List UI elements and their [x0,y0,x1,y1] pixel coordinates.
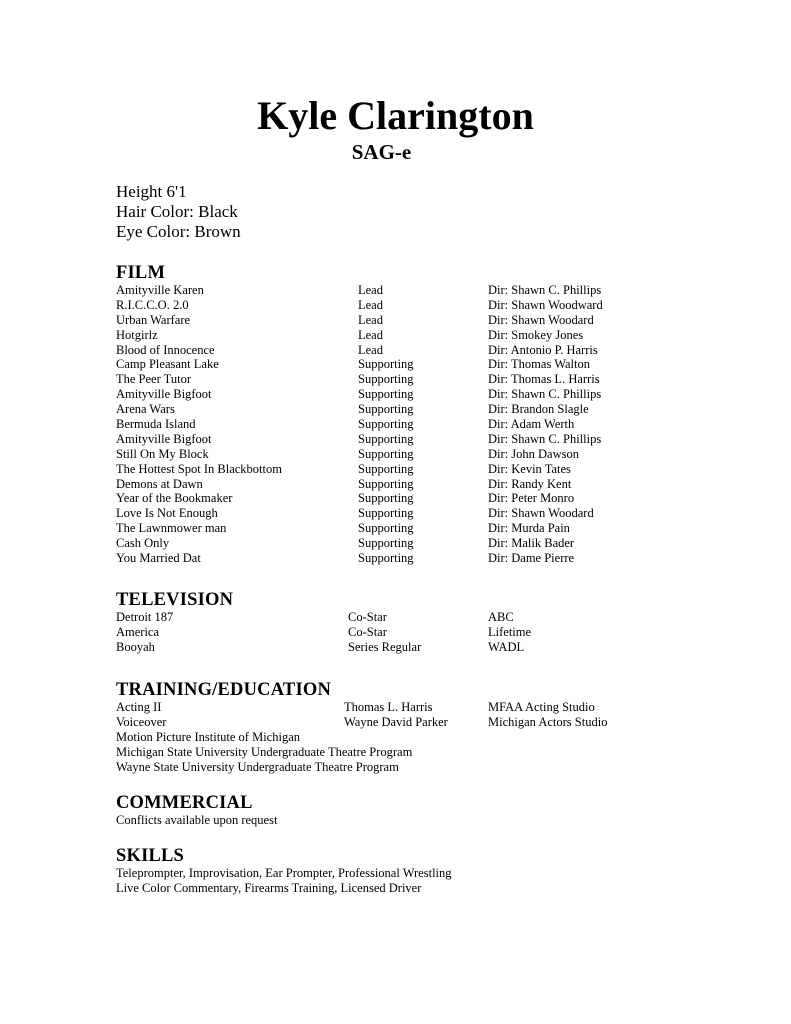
film-credit-row-title: Hotgirlz [116,327,158,342]
film-credit-row-role: Lead [358,283,383,297]
tv-credit-row-role: Co-Star [348,624,387,639]
eye-color-stat: Eye Color: Brown [116,222,241,241]
film-credit-row-title: Bermuda Island [116,417,196,432]
film-credit-row [116,447,736,462]
film-credit-row-director: Dir: Smokey Jones [488,327,584,342]
film-credit-row-title: Amityville Karen [116,283,204,297]
training-row-school: MFAA Acting Studio [488,700,595,714]
education-line: Wayne State University Undergraduate Theatre Program [116,759,399,774]
film-credit-row-director: Dir: Malik Bader [488,536,575,551]
film-credit-row-role: Supporting [358,491,414,506]
tv-credit-row-title: Detroit 187 [116,610,174,624]
education-list [116,730,736,775]
film-credit-row-title: Cash Only [116,536,170,551]
film-credit-row-director: Dir: Dame Pierre [488,551,575,566]
tv-credit-row-network: ABC [488,610,514,624]
film-credit-row-director: Dir: Thomas L. Harris [488,372,600,387]
commercial-note: Conflicts available upon request [116,813,278,827]
tv-credit-row-title: Booyah [116,639,155,654]
union-status: SAG-e [351,140,412,164]
film-credit-row-director: Dir: Murda Pain [488,521,570,536]
training-row-course: Voiceover [116,714,167,729]
training-row-teacher: Thomas L. Harris [344,700,433,714]
tv-credit-row-network: Lifetime [488,624,532,639]
film-credit-row-title: Demons at Dawn [116,476,203,491]
film-credit-row-title: Urban Warfare [116,312,191,327]
education-line: Motion Picture Institute of Michigan [116,729,301,744]
physical-stats [116,182,241,242]
film-credit-row-role: Supporting [358,506,414,521]
section-heading-training: TRAINING/EDUCATION [116,680,332,700]
film-credit-row-title: The Hottest Spot In Blackbottom [116,461,282,476]
tv-credit-row [116,610,736,625]
skills-line: Live Color Commentary, Firearms Training, Licensed Driver [116,880,422,895]
film-credit-row-role: Supporting [358,357,414,372]
film-credit-row-title: Love Is Not Enough [116,506,218,521]
film-credit-row-role: Supporting [358,402,414,417]
film-credit-row [116,536,736,551]
film-credit-row-director: Dir: Shawn Woodward [488,297,603,312]
film-credit-row [116,462,736,477]
film-credit-row-role: Supporting [358,476,414,491]
film-credits [116,283,736,566]
film-credit-row-title: Amityville Bigfoot [116,387,212,402]
film-credit-row-title: R.I.C.C.O. 2.0 [116,297,189,312]
film-credit-row [116,298,736,313]
training-credits [116,700,736,730]
film-credit-row [116,372,736,387]
film-credit-row-title: Camp Pleasant Lake [116,357,219,372]
film-credit-row-director: Dir: Shawn C. Phillips [488,283,602,297]
education-line: Michigan State University Undergraduate Theatre Program [116,744,413,759]
film-credit-row-role: Supporting [358,536,414,551]
commercial-section [116,793,736,828]
film-credit-row-director: Dir: Antonio P. Harris [488,342,598,357]
film-credit-row [116,417,736,432]
skills-line: Teleprompter, Improvisation, Ear Prompter, Professional Wrestling [116,866,452,880]
section-heading-television: TELEVISION [116,590,234,610]
film-credit-row-director: Dir: Shawn Woodard [488,506,594,521]
film-credit-row [116,328,736,343]
film-credit-row-role: Supporting [358,431,414,446]
film-credit-row [116,491,736,506]
film-credit-row [116,343,736,358]
film-credit-row [116,521,736,536]
film-credit-row-director: Dir: Thomas Walton [488,357,590,372]
actor-name: Kyle Clarington [257,93,534,138]
film-credit-row-role: Supporting [358,446,414,461]
training-row [116,715,736,730]
film-credit-row-title: The Peer Tutor [116,372,191,387]
film-credit-row [116,357,736,372]
film-credit-row-role: Lead [358,312,383,327]
film-credit-row-role: Supporting [358,417,414,432]
film-credit-row-title: Blood of Innocence [116,342,215,357]
film-credit-row [116,402,736,417]
film-credit-row-role: Supporting [358,372,414,387]
film-credit-row-role: Supporting [358,551,414,566]
film-credit-row-role: Supporting [358,387,414,402]
film-section [116,263,736,566]
film-credit-row-director: Dir: John Dawson [488,446,579,461]
tv-credit-row-role: Series Regular [348,639,422,654]
tv-credit-row-role: Co-Star [348,610,387,624]
film-credit-row-director: Dir: Shawn Woodard [488,312,594,327]
tv-credit-row [116,625,736,640]
film-credit-row-director: Dir: Shawn C. Phillips [488,431,602,446]
film-credit-row-director: Dir: Peter Monro [488,491,575,506]
film-credit-row-role: Lead [358,327,383,342]
film-credit-row-role: Lead [358,342,383,357]
film-credit-row-title: Amityville Bigfoot [116,431,212,446]
film-credit-row-title: Arena Wars [116,402,175,417]
hair-color-stat: Hair Color: Black [116,202,238,221]
film-credit-row-role: Lead [358,297,383,312]
film-credit-row [116,313,736,328]
height-stat: Height 6'1 [116,182,187,201]
film-credit-row-director: Dir: Brandon Slagle [488,402,589,417]
section-heading-commercial: COMMERCIAL [116,793,253,813]
film-credit-row-director: Dir: Shawn C. Phillips [488,387,602,402]
training-section [116,680,736,774]
film-credit-row-role: Supporting [358,461,414,476]
television-credits [116,610,736,655]
film-credit-row-role: Supporting [358,521,414,536]
training-row-school: Michigan Actors Studio [488,714,608,729]
skills-section [116,846,736,896]
tv-credit-row-title: America [116,624,160,639]
training-row-teacher: Wayne David Parker [344,714,448,729]
film-credit-row [116,477,736,492]
section-heading-skills: SKILLS [116,846,185,866]
film-credit-row [116,551,736,566]
skills-list [116,866,736,896]
tv-credit-row [116,640,736,655]
television-section [116,590,736,655]
film-credit-row-director: Dir: Kevin Tates [488,461,571,476]
film-credit-row-title: You Married Dat [116,551,201,566]
film-credit-row [116,506,736,521]
tv-credit-row-network: WADL [488,639,525,654]
training-row [116,700,736,715]
training-row-course: Acting II [116,700,162,714]
film-credit-row-director: Dir: Randy Kent [488,476,572,491]
section-heading-film: FILM [116,263,166,283]
film-credit-row-director: Dir: Adam Werth [488,417,575,432]
film-credit-row-title: Year of the Bookmaker [116,491,233,506]
film-credit-row-title: The Lawnmower man [116,521,227,536]
film-credit-row [116,283,736,298]
film-credit-row [116,432,736,447]
film-credit-row [116,387,736,402]
film-credit-row-title: Still On My Block [116,446,209,461]
